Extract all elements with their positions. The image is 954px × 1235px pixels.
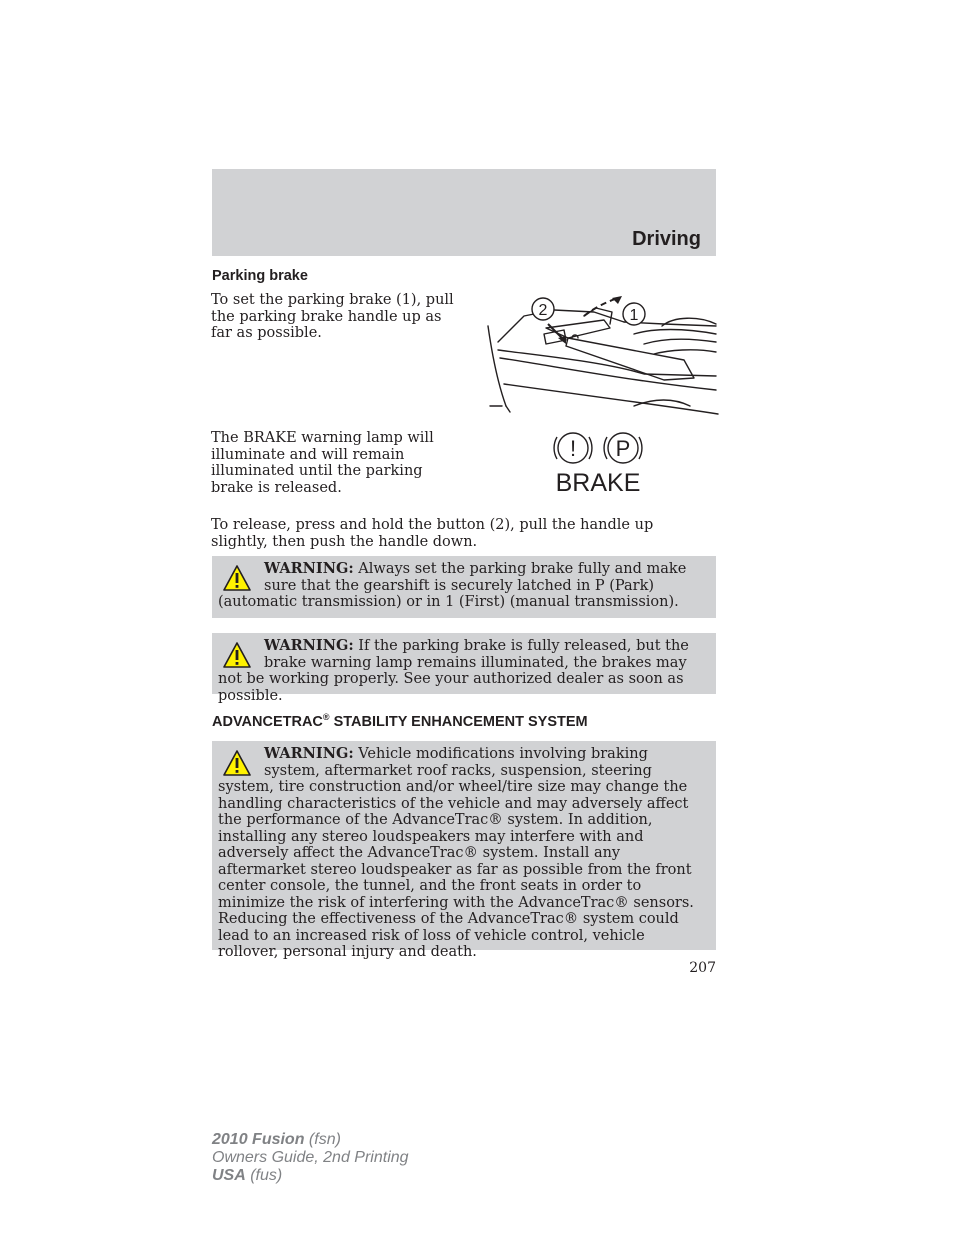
registered-mark: ® <box>322 712 330 723</box>
brake-lamp-label: BRAKE <box>555 469 641 495</box>
section-header-band <box>212 169 716 256</box>
warning-box-advancetrac <box>212 741 716 960</box>
exclamation-icon: ! <box>569 436 577 461</box>
warning-triangle-icon <box>222 749 252 777</box>
brake-lamp-text: The BRAKE warning lamp will illuminate and will remain illuminated until the parking brake is released. <box>211 430 434 496</box>
callout-2: 2 <box>538 302 548 319</box>
warning-label: WARNING: <box>264 637 354 654</box>
document-footer <box>212 1131 409 1185</box>
warning-text: If the parking brake is fully released, but the brake warning lamp remains illuminated, the brakes may not be working properly. See your authorized dealer as soon as possible. <box>218 638 689 704</box>
release-text: To release, press and hold the button (2), pull the handle up slightly, then push the handle down. <box>211 517 654 550</box>
parking-brake-illustration <box>484 294 720 418</box>
warning-box-parking-set <box>212 556 716 618</box>
footer-market-code: (fus) <box>245 1167 283 1184</box>
warning-triangle-icon <box>222 641 252 669</box>
advancetrac-heading <box>212 714 588 730</box>
callout-1: 1 <box>629 307 639 324</box>
footer-model: 2010 Fusion <box>212 1131 305 1148</box>
warning-box-brake-lamp <box>212 633 716 704</box>
warning-text: Always set the parking brake fully and make sure that the gearshift is securely latched in P (Park) (automatic transmission) or in 1 (First) (manual transmission). <box>218 561 687 610</box>
warning-text: Vehicle modifications involving braking system, aftermarket roof racks, suspension, steering system, tire construction and/or wheel/tire size may change the handling characteristics of the vehicle and may adversely affect the performance of the AdvanceTrac® system. In addition, installing any stereo loudspeakers may interfere with and adversely affect the AdvanceTrac® system. Install any aftermarket stereo loudspeaker as far as possible from the front center console, the tunnel, and the front seats in order to minimize the risk of interfering with the AdvanceTrac® sensors. Reducing the effectiveness of the AdvanceTrac® system could lead to an increased risk of loss of vehicle control, vehicle rollover, personal injury and death. <box>218 746 694 960</box>
footer-model-code: (fsn) <box>304 1131 341 1148</box>
parking-brake-set-text: To set the parking brake (1), pull the parking brake handle up as far as possible. <box>211 292 454 341</box>
advancetrac-heading-name: ADVANCETRAC <box>212 714 323 730</box>
page-number: 207 <box>689 960 716 976</box>
brake-warning-lamp-symbol <box>548 427 648 495</box>
section-title: Driving <box>632 228 701 250</box>
park-p-icon: P <box>615 436 631 461</box>
advancetrac-heading-rest: STABILITY ENHANCEMENT SYSTEM <box>329 714 588 730</box>
parking-brake-heading: Parking brake <box>212 268 308 284</box>
warning-label: WARNING: <box>264 560 354 577</box>
warning-label: WARNING: <box>264 745 354 762</box>
footer-market: USA <box>212 1167 246 1184</box>
warning-triangle-icon <box>222 564 252 592</box>
footer-guide: Owners Guide, 2nd Printing <box>212 1149 409 1166</box>
